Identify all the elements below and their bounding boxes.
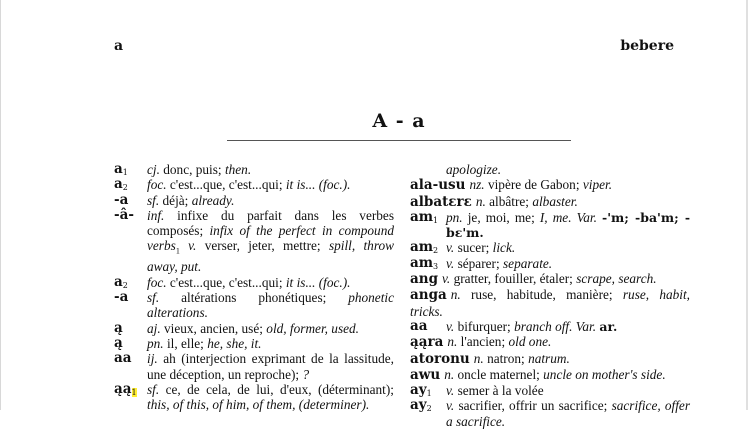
section-title: A - a xyxy=(372,110,426,132)
title-divider xyxy=(227,140,571,141)
running-head-left: a xyxy=(114,38,124,54)
right-column xyxy=(410,162,690,429)
dictionary-entry: atoronu n. natron; natrum. xyxy=(410,350,570,367)
search-highlight: 1 xyxy=(131,387,137,397)
headword: $a_2$ xyxy=(114,273,128,290)
headword: -â- xyxy=(114,206,134,223)
headword: ang xyxy=(410,271,439,288)
headword: awu xyxy=(410,366,441,383)
entry-continuation: apologize. xyxy=(446,162,502,177)
headword: -a xyxy=(114,191,129,208)
headword: ą xyxy=(114,319,123,336)
dictionary-entry: $a_1$ cj. donc, puis; then. xyxy=(114,162,394,177)
dictionary-entry: aa ij. ah (interjection exprimant de la lassitude, une déception, un reproche); ? xyxy=(114,350,395,382)
dictionary-entry: $am_2$ v. sucer; lick. xyxy=(410,240,690,255)
dictionary-entry: ang v. gratter, fouiller, étaler; scrape, search. xyxy=(410,271,657,288)
left-column xyxy=(114,162,394,412)
headword: ala-usu xyxy=(410,177,466,194)
dictionary-entry: $ąą_1$ sf. ce, de cela, de lui, d'eux, (déterminant); this, of this, of him, of them, (determiner). xyxy=(114,380,395,413)
dictionary-entry: ąąra n. l'ancien; old one. xyxy=(410,334,552,351)
headword-highlighted: $ąą_1$ xyxy=(114,380,137,397)
dictionary-entry: $ay_2$ v. sacrifier, offrir un sacrifice; sacrifice, offer a sacrifice. xyxy=(410,397,691,429)
headword: ąąra xyxy=(410,334,444,351)
headword: $am_3$ xyxy=(410,254,439,271)
headword: $ay_1$ xyxy=(410,382,432,399)
headword: $a_2$ xyxy=(114,176,128,193)
headword: anga xyxy=(410,287,447,304)
headword: $am_1$ xyxy=(410,208,439,225)
dictionary-entry: $a_2$ foc. c'est...que, c'est...qui; it is... (foc.). xyxy=(114,177,394,192)
headword: ą xyxy=(114,334,123,351)
headword: aa xyxy=(114,350,132,367)
dictionary-entry: albatɛrɛ n. albâtre; albaster. xyxy=(410,193,578,210)
dictionary-entry: -â- inf. infixe du parfait dans les verbes composés; infix of the perfect in compound verbs$_1$ v. verser, jeter, mettre; spill, throw away, put. xyxy=(114,206,395,275)
dictionary-entry: ą aj. vieux, ancien, usé; old, former, used. xyxy=(114,319,360,336)
dictionary-entry: $am_1$ pn. je, moi, me; I, me. Var. -'m; -ba'm; -bɛ'm. xyxy=(410,208,691,241)
dictionary-entry: $am_3$ v. séparer; separate. xyxy=(410,256,690,271)
headword: -a xyxy=(114,289,129,306)
dictionary-entry: aa v. bifurquer; branch off. Var. ar. xyxy=(410,317,618,334)
headword: $am_2$ xyxy=(410,239,439,256)
headword: albatɛrɛ xyxy=(410,193,472,210)
running-head-right: bebere xyxy=(620,38,674,54)
headword: atoronu xyxy=(410,350,470,367)
headword: aa xyxy=(410,317,428,334)
dictionary-entry: ala-usu nz. vipère de Gabon; viper. xyxy=(410,177,613,194)
dictionary-entry: $ay_1$ v. semer à la volée xyxy=(410,383,690,398)
dictionary-entry: awu n. oncle maternel; uncle on mother's side. xyxy=(410,366,666,383)
headword: $a_1$ xyxy=(114,161,128,177)
headword: $ay_2$ xyxy=(410,397,432,414)
dictionary-entry: -a sf. altérations phonétiques; phonetic alterations. xyxy=(114,289,394,321)
dictionary-entry: ą pn. il, elle; he, she, it. xyxy=(114,334,262,351)
dictionary-entry: $a_2$ foc. c'est...que, c'est...qui; it is... (foc.). xyxy=(114,275,394,290)
dictionary-entry: -a sf. déjà; already. xyxy=(114,191,235,208)
dictionary-entry: anga n. ruse, habitude, manière; ruse, habit, tricks. xyxy=(410,287,691,319)
